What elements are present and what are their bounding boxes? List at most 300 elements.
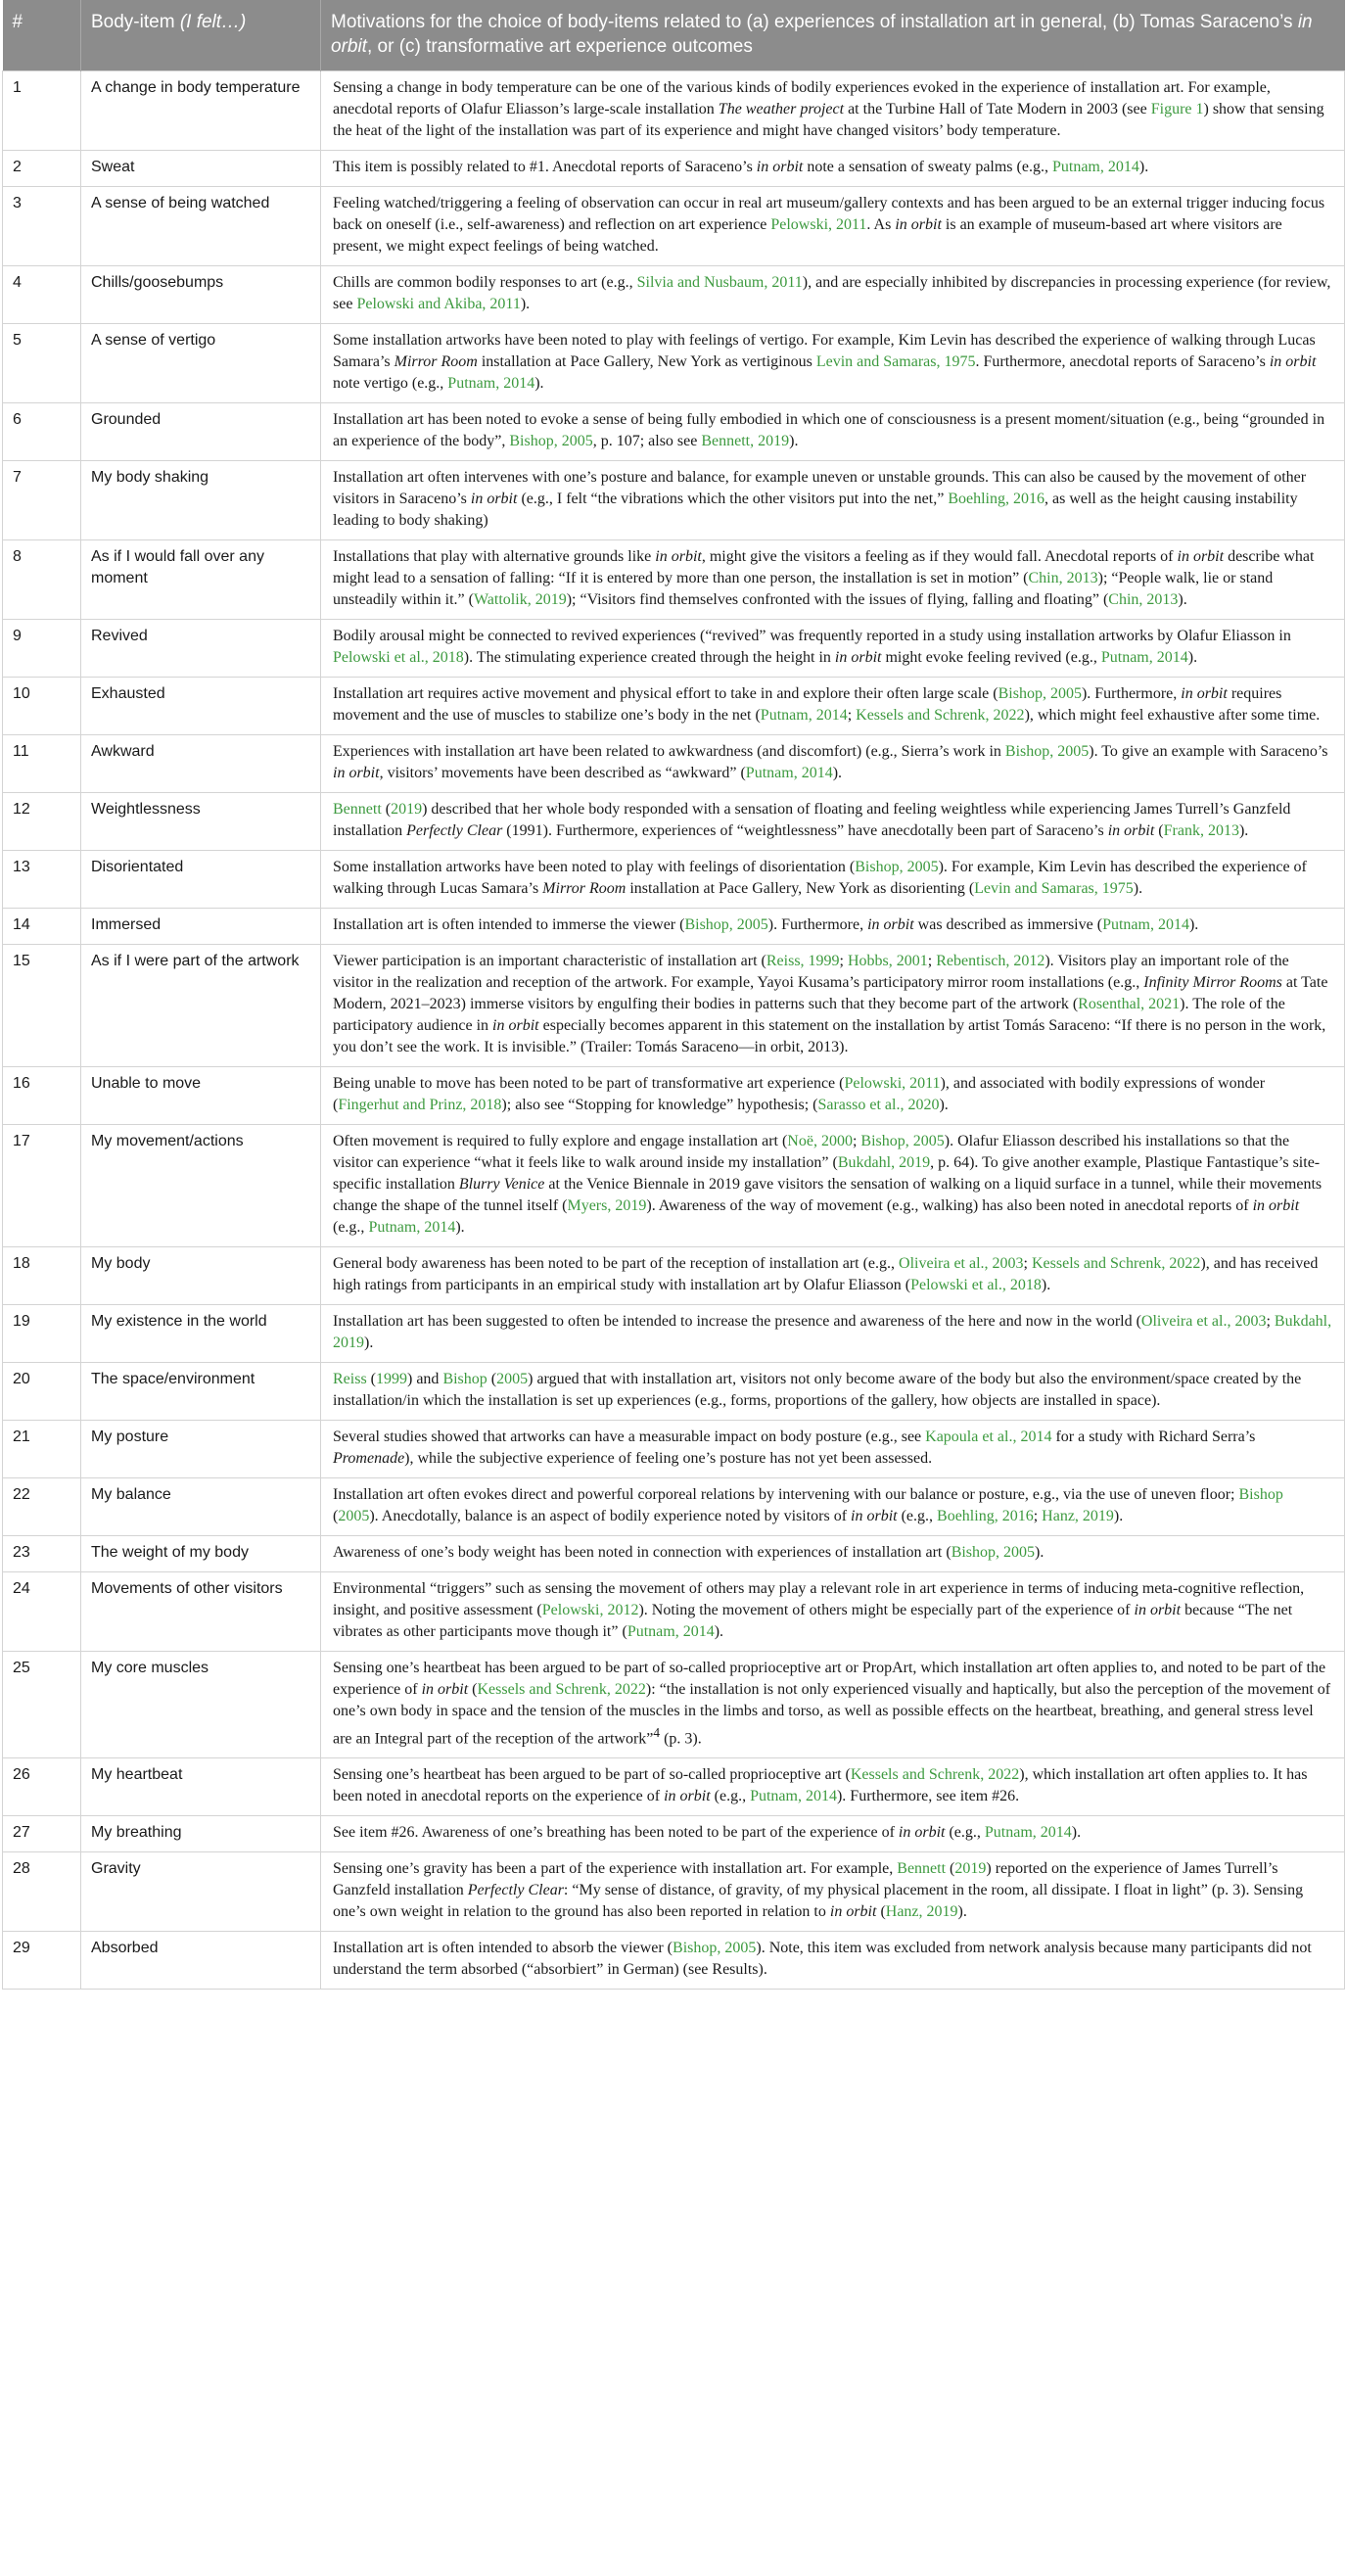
body-item-cell: Sweat bbox=[81, 151, 321, 187]
body-item-cell: My balance bbox=[81, 1478, 321, 1536]
row-number: 27 bbox=[3, 1816, 81, 1852]
italic-text: The weather project bbox=[718, 101, 845, 117]
text-segment: Installation art is often intended to absorb the viewer ( bbox=[333, 1940, 673, 1957]
body-item-cell: My existence in the world bbox=[81, 1305, 321, 1363]
body-item-cell: Movements of other visitors bbox=[81, 1572, 321, 1652]
motivation-cell bbox=[321, 793, 1345, 851]
text-segment: Sensing one’s heartbeat has been argued to be part of so-called proprioceptive art ( bbox=[333, 1766, 851, 1784]
motivation-cell bbox=[321, 1932, 1345, 1990]
text-segment: especially becomes apparent in this statement on the installation by artist Tomás Saraceno: “If there is no person in the work, you don’t see the work. It is invisible.” (Trailer: Tomás Saraceno—in orbit, 2013). bbox=[333, 1017, 1326, 1055]
text-segment: ). Visitors play an important role of the visitor in the realization and reception of the artwork. For example, Yayoi Kusama’s participatory mirror room installations (e.g., bbox=[333, 953, 1289, 991]
citation-link[interactable]: 1999 bbox=[376, 1371, 407, 1387]
body-item-cell: Awkward bbox=[81, 735, 321, 793]
text-segment: , p. 64). To give another example, Plastique Fantastique’s site-specific installation bbox=[333, 1154, 1321, 1193]
text-segment: installation at Pace Gallery, New York as disorienting ( bbox=[626, 880, 975, 897]
citation-link[interactable]: Levin and Samaras, 1975 bbox=[974, 880, 1134, 897]
text-segment: ( bbox=[468, 1681, 478, 1698]
body-item-cell: Weightlessness bbox=[81, 793, 321, 851]
text-segment: ). bbox=[789, 433, 799, 449]
italic-text: in orbit bbox=[829, 1903, 877, 1921]
text-segment: ; bbox=[927, 953, 937, 969]
text-segment: (e.g., bbox=[945, 1824, 985, 1842]
row-number: 22 bbox=[3, 1478, 81, 1536]
italic-text: in orbit bbox=[1269, 353, 1317, 370]
text-segment: ). Noting the movement of others might be especially part of the experience of bbox=[638, 1602, 1135, 1618]
body-item-cell: Immersed bbox=[81, 909, 321, 945]
text-segment: ). The stimulating experience created through the height in bbox=[463, 649, 835, 666]
body-item-cell: Unable to move bbox=[81, 1067, 321, 1125]
body-item-cell: My posture bbox=[81, 1421, 321, 1478]
text-segment: : “My sense of distance, of gravity, of my physical placement in the room, all dissipate. I float in light” (p. 3). Sensing one’s own weight in relation to the ground has also been reported in relation to bbox=[333, 1882, 1304, 1921]
table-row bbox=[3, 540, 1345, 620]
motivation-cell bbox=[321, 945, 1345, 1067]
italic-text: in orbit bbox=[867, 916, 914, 933]
motivation-cell bbox=[321, 909, 1345, 945]
citation-link[interactable]: Chin, 2013 bbox=[1028, 570, 1098, 586]
italic-text: in orbit bbox=[1181, 685, 1228, 702]
citation-link[interactable]: Putnam, 2014 bbox=[1102, 916, 1189, 933]
motivation-header-label: Motivations for the choice of body-items related to (a) experiences of installation art in general, (b) Tomas Saraceno’s bbox=[331, 12, 1293, 32]
citation-link[interactable]: Hanz, 2019 bbox=[885, 1903, 958, 1921]
text-segment: ). bbox=[455, 1219, 465, 1236]
citation-link[interactable]: Reiss, 1999 bbox=[766, 953, 840, 969]
text-segment: ). bbox=[1071, 1824, 1082, 1842]
text-segment: ). bbox=[1178, 591, 1187, 608]
citation-link[interactable]: Bennett, 2019 bbox=[701, 433, 790, 449]
body-item-cell: As if I would fall over any moment bbox=[81, 540, 321, 620]
text-segment: ): “the installation is not only experienced visually and haptically, but also the perception of the movement of one’s own body in space and the tension of the muscles in the limbs and torso, as well as possible effects on the heartbeat, breathing, and general stress level are an Integral part of the reception of the artwork” bbox=[333, 1681, 1331, 1748]
text-segment: Often movement is required to fully explore and engage installation art ( bbox=[333, 1133, 788, 1149]
citation-link[interactable]: Bishop, 2005 bbox=[673, 1940, 757, 1957]
motivation-cell bbox=[321, 1572, 1345, 1652]
table-row bbox=[3, 1816, 1345, 1852]
text-segment: ) show that sensing the heat of the light of the installation was part of its experience and might have changed visitors’ body temperature. bbox=[333, 101, 1324, 139]
row-number: 7 bbox=[3, 461, 81, 540]
body-item-cell: The space/environment bbox=[81, 1363, 321, 1421]
citation-link[interactable]: Oliveira et al., 2003 bbox=[1140, 1313, 1267, 1330]
citation-link[interactable]: Chin, 2013 bbox=[1108, 591, 1179, 608]
column-header-number: # bbox=[3, 0, 81, 71]
text-segment: ; bbox=[1266, 1313, 1275, 1330]
text-segment: ). bbox=[1035, 1544, 1044, 1561]
text-segment: ( bbox=[1154, 822, 1164, 839]
motivation-cell bbox=[321, 1247, 1345, 1305]
table-row bbox=[3, 403, 1345, 461]
footnote-marker: 4 bbox=[653, 1725, 661, 1740]
text-segment: Awareness of one’s body weight has been noted in connection with experiences of installation art ( bbox=[333, 1544, 951, 1561]
body-item-header-italic: (I felt…) bbox=[179, 12, 247, 32]
text-segment: , p. 107; also see bbox=[592, 433, 702, 449]
citation-link[interactable]: Putnam, 2014 bbox=[1051, 159, 1139, 175]
body-item-cell: As if I were part of the artwork bbox=[81, 945, 321, 1067]
citation-link[interactable]: Oliveira et al., 2003 bbox=[899, 1255, 1024, 1272]
citation-link[interactable]: Bukdahl, 2019 bbox=[837, 1154, 931, 1171]
text-segment: ). bbox=[957, 1903, 967, 1921]
motivation-cell bbox=[321, 71, 1345, 151]
citation-link[interactable]: Kessels and Schrenk, 2022 bbox=[850, 1766, 1020, 1784]
citation-link[interactable]: Hanz, 2019 bbox=[1042, 1508, 1114, 1524]
table-row bbox=[3, 945, 1345, 1067]
text-segment: ). bbox=[714, 1623, 724, 1640]
text-segment: ); also see “Stopping for knowledge” hypothesis; ( bbox=[501, 1097, 818, 1113]
row-number: 13 bbox=[3, 851, 81, 909]
citation-link[interactable]: Putnam, 2014 bbox=[627, 1623, 715, 1640]
text-segment: See item #26. Awareness of one’s breathing has been noted to be part of the experience of bbox=[333, 1824, 899, 1842]
text-segment: (e.g., bbox=[710, 1788, 751, 1805]
body-item-cell: My body bbox=[81, 1247, 321, 1305]
row-number: 1 bbox=[3, 71, 81, 151]
citation-link[interactable]: Silvia and Nusbaum, 2011 bbox=[636, 274, 803, 291]
text-segment: Some installation artworks have been noted to play with feelings of vertigo. For example, Kim Levin has described the experience of walking through Lucas Samara’s bbox=[333, 332, 1316, 370]
text-segment: ; bbox=[1023, 1255, 1032, 1272]
text-segment: Sensing one’s heartbeat has been argued to be part of so-called proprioceptive art or PropArt, which installation art often applies to, and noted to be part of the experience of bbox=[333, 1660, 1326, 1698]
text-segment: ( bbox=[333, 1508, 339, 1524]
citation-link[interactable]: Kessels and Schrenk, 2022 bbox=[1031, 1255, 1201, 1272]
text-segment: Installation art requires active movement and physical effort to take in and explore their often large scale ( bbox=[333, 685, 998, 702]
text-segment: Chills are common bodily responses to art (e.g., bbox=[333, 274, 637, 291]
text-segment: Being unable to move has been noted to be part of transformative art experience ( bbox=[333, 1075, 845, 1092]
text-segment: ). Furthermore, see item #26. bbox=[836, 1788, 1020, 1805]
row-number: 19 bbox=[3, 1305, 81, 1363]
table-row bbox=[3, 71, 1345, 151]
row-number: 29 bbox=[3, 1932, 81, 1990]
body-item-cell: A change in body temperature bbox=[81, 71, 321, 151]
citation-link[interactable]: Reiss bbox=[333, 1371, 367, 1387]
text-segment: Bodily arousal might be connected to revived experiences (“revived” was frequently reported in a study using installation artworks by Olafur Eliasson in bbox=[333, 628, 1291, 644]
citation-link[interactable]: Bishop, 2005 bbox=[860, 1133, 945, 1149]
text-segment: at Tate Modern, 2021–2023) immerse visitors by engulfing their bodies in patterns such that they become part of the artwork ( bbox=[333, 974, 1328, 1012]
table-row bbox=[3, 1067, 1345, 1125]
table-row bbox=[3, 1932, 1345, 1990]
row-number: 15 bbox=[3, 945, 81, 1067]
row-number: 24 bbox=[3, 1572, 81, 1652]
row-number: 26 bbox=[3, 1758, 81, 1816]
text-segment: Installation art has been noted to evoke a sense of being fully embodied in which one of consciousness is a present moment/situation (e.g., being “grounded in an experience of the body”, bbox=[333, 411, 1325, 449]
italic-text: Blurry Venice bbox=[458, 1176, 545, 1193]
citation-link[interactable]: Pelowski and Akiba, 2011 bbox=[356, 296, 521, 312]
motivation-cell bbox=[321, 461, 1345, 540]
text-segment: ( bbox=[487, 1371, 497, 1387]
motivation-header-italic: in orbit bbox=[331, 12, 1313, 57]
table-row bbox=[3, 735, 1345, 793]
table-header-row bbox=[3, 0, 1345, 71]
table-row bbox=[3, 1852, 1345, 1932]
text-segment: at the Turbine Hall of Tate Modern in 2003 (see bbox=[844, 101, 1151, 117]
citation-link[interactable]: Kessels and Schrenk, 2022 bbox=[856, 707, 1025, 724]
table-row bbox=[3, 151, 1345, 187]
row-number: 8 bbox=[3, 540, 81, 620]
text-segment: Installation art is often intended to immerse the viewer ( bbox=[333, 916, 685, 933]
citation-link[interactable]: Putnam, 2014 bbox=[760, 707, 848, 724]
text-segment: ; bbox=[847, 707, 857, 724]
table-row bbox=[3, 1247, 1345, 1305]
text-segment: ), while the subjective experience of feeling one’s posture has not yet been assessed. bbox=[404, 1450, 933, 1467]
citation-link[interactable]: Boehling, 2016 bbox=[937, 1508, 1034, 1524]
table-row bbox=[3, 1125, 1345, 1247]
text-segment: (e.g., bbox=[897, 1508, 938, 1524]
body-item-cell: A sense of being watched bbox=[81, 187, 321, 266]
table-row bbox=[3, 1478, 1345, 1536]
citation-link[interactable]: Bukdahl, 2019 bbox=[333, 1313, 1332, 1351]
citation-link[interactable]: 2019 bbox=[954, 1860, 987, 1878]
text-segment: Some installation artworks have been noted to play with feelings of disorientation ( bbox=[333, 859, 856, 875]
text-segment: ) and bbox=[407, 1371, 443, 1387]
text-segment: General body awareness has been noted to be part of the reception of installation art (e.g., bbox=[333, 1255, 900, 1272]
row-number: 11 bbox=[3, 735, 81, 793]
citation-link[interactable]: 2005 bbox=[496, 1371, 529, 1387]
table-row bbox=[3, 1572, 1345, 1652]
motivation-cell bbox=[321, 735, 1345, 793]
row-number: 2 bbox=[3, 151, 81, 187]
text-segment: Experiences with installation art have been related to awkwardness (and discomfort) (e.g., Sierra’s work in bbox=[333, 743, 1005, 760]
text-segment: ). bbox=[520, 296, 531, 312]
body-item-cell: Gravity bbox=[81, 1852, 321, 1932]
text-segment: . As bbox=[866, 216, 896, 233]
italic-text: in orbit bbox=[895, 216, 942, 233]
body-item-cell: Exhausted bbox=[81, 678, 321, 735]
row-number: 16 bbox=[3, 1067, 81, 1125]
citation-link[interactable]: Bennett bbox=[897, 1860, 947, 1878]
citation-link[interactable]: Noë, 2000 bbox=[787, 1133, 853, 1149]
motivation-cell bbox=[321, 851, 1345, 909]
citation-link[interactable]: Myers, 2019 bbox=[567, 1197, 647, 1214]
body-item-cell: Grounded bbox=[81, 403, 321, 461]
text-segment: . Furthermore, anecdotal reports of Saraceno’s bbox=[975, 353, 1270, 370]
citation-link[interactable]: Pelowski, 2011 bbox=[770, 216, 867, 233]
italic-text: in orbit bbox=[333, 765, 380, 781]
text-segment: ). Awareness of the way of movement (e.g., walking) has also been noted in anecdotal reports of bbox=[646, 1197, 1253, 1214]
body-item-cell: Disorientated bbox=[81, 851, 321, 909]
body-item-cell: My body shaking bbox=[81, 461, 321, 540]
text-segment: Feeling watched/triggering a feeling of observation can occur in real art museum/gallery contexts and has been argued to be an external trigger inducing focus back on oneself (i.e., self-awareness) and reflection on art experience bbox=[333, 195, 1325, 233]
text-segment: , as well as the height causing instability leading to body shaking) bbox=[333, 491, 1298, 529]
text-segment: ). bbox=[1188, 916, 1199, 933]
text-segment: ) argued that with installation art, visitors not only become aware of the body but also the environment/space created by the installation/in which the installation is set up experiences (e.g., forms, proportions of the gallery, how objects are installed in space). bbox=[333, 1371, 1302, 1409]
text-segment: (p. 3). bbox=[660, 1730, 702, 1748]
motivation-header-tail: , or (c) transformative art experience outcomes bbox=[366, 36, 753, 57]
italic-text: in orbit bbox=[834, 649, 882, 666]
row-number: 25 bbox=[3, 1652, 81, 1758]
motivation-cell bbox=[321, 1652, 1345, 1758]
row-number: 18 bbox=[3, 1247, 81, 1305]
row-number: 3 bbox=[3, 187, 81, 266]
text-segment: ), and associated with bodily expressions of wonder ( bbox=[333, 1075, 1266, 1113]
text-segment: ), and are especially inhibited by discrepancies in processing experience (for review, see bbox=[333, 274, 1331, 312]
table-row bbox=[3, 187, 1345, 266]
table-row bbox=[3, 678, 1345, 735]
table-row bbox=[3, 324, 1345, 403]
citation-link[interactable]: Bishop bbox=[442, 1371, 487, 1387]
citation-link[interactable]: Putnam, 2014 bbox=[447, 375, 535, 392]
citation-link[interactable]: Rebentisch, 2012 bbox=[936, 953, 1045, 969]
column-header-body-item bbox=[81, 0, 321, 71]
text-segment: Environmental “triggers” such as sensing the movement of others may play a relevant role in art experience in terms of inducing meta-cognitive reflection, insight, and positive assessment ( bbox=[333, 1580, 1305, 1618]
italic-text: in orbit bbox=[492, 1017, 539, 1034]
table-row bbox=[3, 620, 1345, 678]
citation-link[interactable]: Kessels and Schrenk, 2022 bbox=[477, 1681, 646, 1698]
citation-link[interactable]: Bishop, 2005 bbox=[855, 859, 939, 875]
text-segment: ; bbox=[852, 1133, 861, 1149]
text-segment: ( bbox=[946, 1860, 955, 1878]
table-row bbox=[3, 1536, 1345, 1572]
table-row bbox=[3, 1758, 1345, 1816]
italic-text: in orbit bbox=[655, 548, 702, 565]
table-row bbox=[3, 1363, 1345, 1421]
citation-link[interactable]: Bishop, 2005 bbox=[951, 1544, 1036, 1561]
citation-link[interactable]: 2005 bbox=[338, 1508, 370, 1524]
text-segment: ), which installation art often applies to. It has been noted in anecdotal reports on the experience of bbox=[333, 1766, 1308, 1805]
text-segment: is an example of museum-based art where visitors are present, we might expect feelings of being watched. bbox=[333, 216, 1282, 255]
text-segment: installation at Pace Gallery, New York as vertiginous bbox=[477, 353, 816, 370]
citation-link[interactable]: Pelowski, 2012 bbox=[541, 1602, 639, 1618]
italic-text: in orbit bbox=[470, 491, 518, 507]
text-segment: for a study with Richard Serra’s bbox=[1051, 1429, 1256, 1445]
citation-link[interactable]: Bishop bbox=[1238, 1486, 1283, 1503]
motivation-cell bbox=[321, 403, 1345, 461]
text-segment: ( bbox=[876, 1903, 886, 1921]
motivation-cell bbox=[321, 1421, 1345, 1478]
text-segment: ). For example, Kim Levin has described the experience of walking through Lucas Samara’s bbox=[333, 859, 1307, 897]
text-segment: ). Olafur Eliasson described his installations so that the visitor can experience “what it feels like to walk around inside my installation” ( bbox=[333, 1133, 1290, 1171]
text-segment: (e.g., bbox=[333, 1219, 369, 1236]
italic-text: in orbit bbox=[664, 1788, 711, 1805]
citation-link[interactable]: Bishop, 2005 bbox=[684, 916, 768, 933]
citation-link[interactable]: Putnam, 2014 bbox=[745, 765, 833, 781]
italic-text: in orbit bbox=[756, 159, 804, 175]
citation-link[interactable]: 2019 bbox=[391, 801, 423, 818]
table-row bbox=[3, 793, 1345, 851]
text-segment: because “The net vibrates as other participants move though it” ( bbox=[333, 1602, 1293, 1640]
citation-link[interactable]: Pelowski et al., 2018 bbox=[910, 1277, 1042, 1293]
text-segment: ). bbox=[364, 1335, 374, 1351]
row-number: 21 bbox=[3, 1421, 81, 1478]
citation-link[interactable]: Putnam, 2014 bbox=[750, 1788, 837, 1805]
italic-text: in orbit bbox=[898, 1824, 946, 1842]
citation-link[interactable]: Rosenthal, 2021 bbox=[1078, 996, 1181, 1012]
motivation-cell bbox=[321, 1478, 1345, 1536]
text-segment: ). bbox=[1133, 880, 1143, 897]
row-number: 17 bbox=[3, 1125, 81, 1247]
text-segment: ). Furthermore, bbox=[767, 916, 868, 933]
text-segment: (e.g., I felt “the vibrations which the other visitors put into the net,” bbox=[517, 491, 949, 507]
text-segment: ); “People walk, lie or stand unsteadily within it.” ( bbox=[333, 570, 1274, 608]
table-row bbox=[3, 1421, 1345, 1478]
text-segment: note a sensation of sweaty palms (e.g., bbox=[803, 159, 1052, 175]
table-body bbox=[3, 71, 1345, 1990]
text-segment: Installation art often evokes direct and powerful corporeal relations by intervening with our balance or posture, e.g., via the use of uneven floor; bbox=[333, 1486, 1239, 1503]
citation-link[interactable]: Bishop, 2005 bbox=[1004, 743, 1090, 760]
row-number: 28 bbox=[3, 1852, 81, 1932]
table-row bbox=[3, 266, 1345, 324]
text-segment: This item is possibly related to #1. Anecdotal reports of Saraceno’s bbox=[333, 159, 757, 175]
text-segment: , visitors’ movements have been described as “awkward” ( bbox=[379, 765, 746, 781]
citation-link[interactable]: Sarasso et al., 2020 bbox=[817, 1097, 940, 1113]
citation-link[interactable]: Bishop, 2005 bbox=[509, 433, 593, 449]
italic-text: Infinity Mirror Rooms bbox=[1143, 974, 1282, 991]
text-segment: ) described that her whole body responded with a sensation of floating and feeling weightless while experiencing James Turrell’s Ganzfeld installation bbox=[333, 801, 1291, 839]
body-item-cell: Revived bbox=[81, 620, 321, 678]
citation-link[interactable]: Fingerhut and Prinz, 2018 bbox=[338, 1097, 502, 1113]
text-segment: ). bbox=[832, 765, 843, 781]
citation-link[interactable]: Pelowski, 2011 bbox=[844, 1075, 941, 1092]
text-segment: Installation art has been suggested to often be intended to increase the presence and awareness of the here and now in the world ( bbox=[333, 1313, 1141, 1330]
row-number: 14 bbox=[3, 909, 81, 945]
table-row bbox=[3, 851, 1345, 909]
motivation-cell bbox=[321, 1536, 1345, 1572]
text-segment: , might give the visitors a feeling as if they would fall. Anecdotal reports of bbox=[701, 548, 1178, 565]
body-item-cell: My breathing bbox=[81, 1816, 321, 1852]
text-segment: Several studies showed that artworks can have a measurable impact on body posture (e.g., see bbox=[333, 1429, 926, 1445]
motivation-cell bbox=[321, 540, 1345, 620]
motivation-cell bbox=[321, 678, 1345, 735]
text-segment: note vertigo (e.g., bbox=[333, 375, 448, 392]
citation-link[interactable]: Boehling, 2016 bbox=[948, 491, 1044, 507]
column-header-motivations bbox=[321, 0, 1345, 71]
text-segment: (1991). Furthermore, experiences of “weightlessness” have anecdotally been part of Saraceno’s bbox=[502, 822, 1108, 839]
citation-link[interactable]: Kapoula et al., 2014 bbox=[925, 1429, 1052, 1445]
motivation-cell bbox=[321, 1852, 1345, 1932]
citation-link[interactable]: Frank, 2013 bbox=[1163, 822, 1239, 839]
text-segment: ). bbox=[1138, 159, 1149, 175]
italic-text: Mirror Room bbox=[542, 880, 627, 897]
citation-link[interactable]: Bishop, 2005 bbox=[998, 685, 1082, 702]
text-segment: ). Note, this item was excluded from network analysis because many participants did not understand the term absorbed (“absorbiert” in German) (see Results). bbox=[333, 1940, 1312, 1979]
citation-link[interactable]: Putnam, 2014 bbox=[1100, 649, 1188, 666]
text-segment: ). Anecdotally, balance is an aspect of bodily experience noted by visitors of bbox=[369, 1508, 852, 1524]
citation-link[interactable]: Figure 1 bbox=[1150, 101, 1204, 117]
row-number: 20 bbox=[3, 1363, 81, 1421]
citation-link[interactable]: Putnam, 2014 bbox=[984, 1824, 1072, 1842]
text-segment: ; bbox=[1033, 1508, 1043, 1524]
row-number: 12 bbox=[3, 793, 81, 851]
text-segment: was described as immersive ( bbox=[913, 916, 1103, 933]
citation-link[interactable]: Hobbs, 2001 bbox=[848, 953, 928, 969]
row-number: 9 bbox=[3, 620, 81, 678]
text-segment: Installations that play with alternative grounds like bbox=[333, 548, 656, 565]
row-number: 6 bbox=[3, 403, 81, 461]
citation-link[interactable]: Putnam, 2014 bbox=[368, 1219, 456, 1236]
citation-link[interactable]: Bennett bbox=[333, 801, 382, 818]
row-number: 5 bbox=[3, 324, 81, 403]
italic-text: in orbit bbox=[421, 1681, 469, 1698]
motivation-cell bbox=[321, 1125, 1345, 1247]
text-segment: ). To give an example with Saraceno’s bbox=[1089, 743, 1328, 760]
body-item-cell: My heartbeat bbox=[81, 1758, 321, 1816]
citation-link[interactable]: Levin and Samaras, 1975 bbox=[815, 353, 976, 370]
row-number: 23 bbox=[3, 1536, 81, 1572]
text-segment: ), which might feel exhaustive after some time. bbox=[1024, 707, 1321, 724]
text-segment: at the Venice Biennale in 2019 gave visitors the sensation of walking on a liquid surface in a tunnel, while their movements change the shape of the tunnel itself ( bbox=[333, 1176, 1323, 1214]
citation-link[interactable]: Wattolik, 2019 bbox=[473, 591, 567, 608]
motivation-cell bbox=[321, 620, 1345, 678]
motivation-cell bbox=[321, 1305, 1345, 1363]
text-segment: ). The role of the participatory audience in bbox=[333, 996, 1285, 1034]
text-segment: ) reported on the experience of James Turrell’s Ganzfeld installation bbox=[333, 1860, 1278, 1899]
italic-text: Perfectly Clear bbox=[406, 822, 503, 839]
text-segment: ( bbox=[381, 801, 392, 818]
text-segment: describe what might lead to a sensation of falling: “If it is entered by more than one person, the installation is set in motion” ( bbox=[333, 548, 1315, 586]
text-segment: ); “Visitors find themselves confronted with the issues of flying, falling and floating” ( bbox=[566, 591, 1109, 608]
body-item-cell: My core muscles bbox=[81, 1652, 321, 1758]
citation-link[interactable]: Pelowski et al., 2018 bbox=[333, 649, 464, 666]
body-items-table bbox=[2, 0, 1345, 1990]
text-segment: ), and has received high ratings from participants in an empirical study with installation art by Olafur Eliasson ( bbox=[333, 1255, 1319, 1293]
row-number: 10 bbox=[3, 678, 81, 735]
row-number: 4 bbox=[3, 266, 81, 324]
motivation-cell bbox=[321, 1758, 1345, 1816]
text-segment: ). bbox=[1041, 1277, 1051, 1293]
text-segment: ). Furthermore, bbox=[1081, 685, 1182, 702]
